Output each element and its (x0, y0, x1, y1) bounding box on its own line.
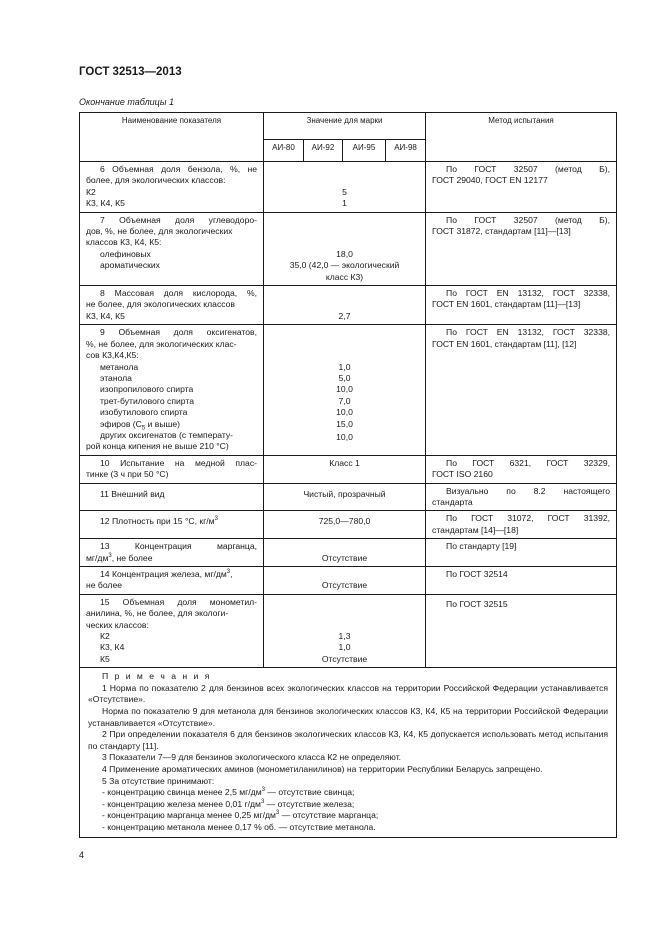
header-indicator: Наименование показателя (80, 113, 264, 162)
label-line: изобутилового спирта (100, 407, 188, 418)
indicator-cell (80, 539, 264, 567)
label-line: метанола (100, 361, 139, 372)
note: 4 Применение ароматических аминов (монометиланилинов) на территории Республики Беларусь запрещено. (102, 764, 543, 774)
indicator-cell (80, 567, 264, 595)
note-bullet: - концентрацию железа менее 0,01 $г/дм^3$ — отсутствие железа; (102, 798, 355, 809)
method-line: ГОСТ EN 1601, стандартам [11]—[13] (432, 299, 581, 310)
method-line: стандарта (432, 496, 473, 507)
method-cell (426, 511, 617, 539)
label-line: 14 Концентрация железа, $мг/дм^3$, (100, 569, 233, 579)
note: 1 Норма по показателю 2 для бензинов всех экологических классов на территории Российской Федерации устанавливается «Отсутствие». (88, 682, 609, 705)
value: Отсутствие (321, 552, 368, 563)
value: 2,7 (338, 310, 351, 321)
note: 2 При определении показателя 6 для бензинов экологических классов К3, К4, К5 допускается использовать метод испытания по стандарту [11]. (88, 729, 609, 751)
header-grade: АИ-98 (386, 140, 426, 162)
note-bullet: - концентрацию свинца менее 2,5 $мг/дм^3$ — отсутствие свинца; (102, 787, 355, 798)
method-line: По ГОСТ 31072, ГОСТ 31392, (446, 513, 611, 524)
label-line: 13 Концентрация марганца, (100, 541, 257, 552)
standard-header: ГОСТ 32513—2013 (79, 66, 182, 78)
label-line: сов К3,К4,К5: (86, 350, 139, 361)
value: 1,0 (338, 361, 351, 372)
method-line: По ГОСТ 32514 (446, 569, 508, 579)
value-cell (264, 594, 426, 667)
notes-block (80, 668, 617, 837)
value-cell (264, 162, 426, 213)
value: Чистый, прозрачный (303, 488, 386, 499)
label-line: 12 Плотность при 15 °С, $кг/м^3$ (100, 516, 218, 527)
value: 5 (342, 186, 347, 197)
label-line: олефиновых (100, 248, 151, 259)
table-row (80, 286, 617, 325)
value: 725,0—780,0 (318, 516, 371, 527)
method-line: ГОСТ EN 1601, стандартам [11], [12] (432, 338, 577, 349)
method-cell (426, 325, 617, 455)
label-line: тинке (3 ч при 50 °С) (86, 469, 169, 480)
method-line: По ГОСТ EN 13132, ГОСТ 32338, (446, 288, 611, 299)
indicator-cell (80, 594, 264, 667)
method-cell (426, 567, 617, 595)
note: Норма по показателю 9 для метанола для бензинов экологических классов К3, К4, К5 на территории Российской Федерации устанавливается «Отсутствие». (88, 706, 609, 728)
value: 7,0 (338, 395, 351, 406)
value: 18,0 (336, 248, 353, 259)
method-cell (426, 212, 617, 285)
label-line: К3, К4, К5 (86, 198, 125, 209)
note: 5 За отсутствие принимают: (102, 775, 215, 786)
value: 1,3 (338, 631, 351, 642)
label-line: эфиров ($С_5$ и выше) (100, 418, 181, 432)
value: класс К3) (325, 271, 364, 282)
table-row (80, 162, 617, 213)
label-line: этанола (100, 372, 132, 383)
note-bullet: - концентрацию марганца менее 0,25 $мг/дм^3$ — отсутствие марганца; (102, 810, 379, 821)
value: 10,0 (336, 407, 353, 418)
method-cell (426, 539, 617, 567)
header-grade: АИ-92 (304, 140, 343, 162)
label-line: К3, К4, К5 (86, 310, 125, 321)
note-bullet: - концентрацию метанола менее 0,17 % об. — отсутствие метанола. (102, 821, 376, 832)
label-line: трет-бутилового спирта (100, 395, 194, 406)
value: 5,0 (338, 372, 351, 383)
label-line: 6 Объемная доля бензола, %, не (100, 164, 257, 174)
value: 35,0 (42,0 — экологический (289, 260, 400, 271)
method-line: ГОСТ ISO 2160 (432, 469, 493, 480)
properties-table (79, 112, 617, 838)
label-line: более, для экологических классов: (86, 175, 226, 186)
method-line: По ГОСТ 32507 (метод Б), (446, 164, 611, 174)
table-row (80, 212, 617, 285)
method-line: По ГОСТ 6321, ГОСТ 32329, (446, 457, 611, 468)
value-cell (264, 212, 426, 285)
label-line: $мг/дм^3$, не более (86, 552, 153, 563)
label-line: 11 Внешний вид (100, 488, 165, 499)
method-line: стандартам [14]—[18] (432, 524, 519, 535)
value: 1 (342, 198, 347, 209)
label-line: 9 Объемная доля оксигенатов, (100, 327, 257, 338)
method-line: По ГОСТ 32515 (446, 598, 508, 609)
method-cell (426, 483, 617, 511)
page-number: 4 (79, 850, 85, 860)
value: 10,0 (336, 431, 353, 442)
value: Отсутствие (321, 580, 368, 591)
label-line: ароматических (100, 260, 160, 271)
label-line: 10 Испытание на медной плас- (100, 457, 257, 468)
value-cell (264, 483, 426, 511)
method-cell (426, 455, 617, 483)
label-line: К5 (100, 653, 110, 664)
value: Отсутствие (321, 653, 368, 664)
label-line: ческих классов: (86, 619, 149, 630)
indicator-cell (80, 162, 264, 213)
notes-row (80, 668, 617, 837)
method-line: По ГОСТ EN 13132, ГОСТ 32338, (446, 327, 611, 338)
label-line: не более, для экологических классов (86, 299, 235, 310)
method-cell (426, 162, 617, 213)
label-line: не более (86, 580, 122, 591)
label-line: классов К3, К4, К5: (86, 237, 162, 248)
indicator-cell (80, 325, 264, 455)
label-line: 15 Объемная доля монометил- (100, 596, 257, 607)
method-cell (426, 286, 617, 325)
indicator-cell (80, 483, 264, 511)
method-cell (426, 594, 617, 667)
header-method: Метод испытания (426, 113, 617, 162)
value-cell (264, 539, 426, 567)
table-row (80, 455, 617, 483)
label-line: дов, %, не более, для экологических (86, 226, 233, 237)
label-line: изопропилового спирта (100, 384, 194, 395)
method-line: Визуально по 8.2 настоящего (446, 485, 611, 496)
value-cell (264, 286, 426, 325)
table-row (80, 567, 617, 595)
note: 3 Показатели 7—9 для бензинов экологического класса К2 не определяют. (102, 752, 402, 763)
value: 10,0 (336, 384, 353, 395)
indicator-cell (80, 286, 264, 325)
indicator-cell (80, 212, 264, 285)
label-line: 7 Объемная доля углеводоро- (100, 214, 257, 225)
method-line: ГОСТ 31872, стандартам [11]—[13] (432, 226, 571, 237)
label-line: рой конца кипения не выше 210 °С) (86, 441, 229, 452)
value-cell (264, 511, 426, 539)
indicator-cell (80, 511, 264, 539)
label-line: К2 (86, 186, 96, 197)
value: Класс 1 (329, 457, 360, 468)
label-line: К3, К4 (100, 642, 125, 653)
value: 15,0 (336, 418, 353, 429)
header-value-group: Значение для марки (264, 113, 426, 140)
label-line: %, не более, для экологических клас- (86, 338, 237, 349)
table-row (80, 594, 617, 667)
indicator-cell (80, 455, 264, 483)
value: 1,0 (338, 642, 351, 653)
header-grade: АИ-80 (264, 140, 304, 162)
value-cell (264, 567, 426, 595)
label-line: других оксигенатов (с температу- (100, 429, 234, 440)
table-row (80, 511, 617, 539)
method-line: По стандарту [19] (446, 541, 517, 552)
table-row (80, 483, 617, 511)
method-line: По ГОСТ 32507 (метод Б), (446, 214, 611, 225)
header-grade: АИ-95 (343, 140, 386, 162)
table-row (80, 325, 617, 455)
label-line: 8 Массовая доля кислорода, %, (100, 288, 257, 299)
table-caption: Окончание таблицы 1 (79, 97, 174, 107)
method-line: ГОСТ 29040, ГОСТ EN 12177 (432, 175, 548, 186)
table-row (80, 539, 617, 567)
label-line: К2 (100, 631, 110, 642)
label-line: анилина, %, не более, для экологи- (86, 608, 229, 619)
value-cell (264, 325, 426, 455)
notes-title: П р и м е ч а н и я (102, 671, 212, 682)
value-cell (264, 455, 426, 483)
